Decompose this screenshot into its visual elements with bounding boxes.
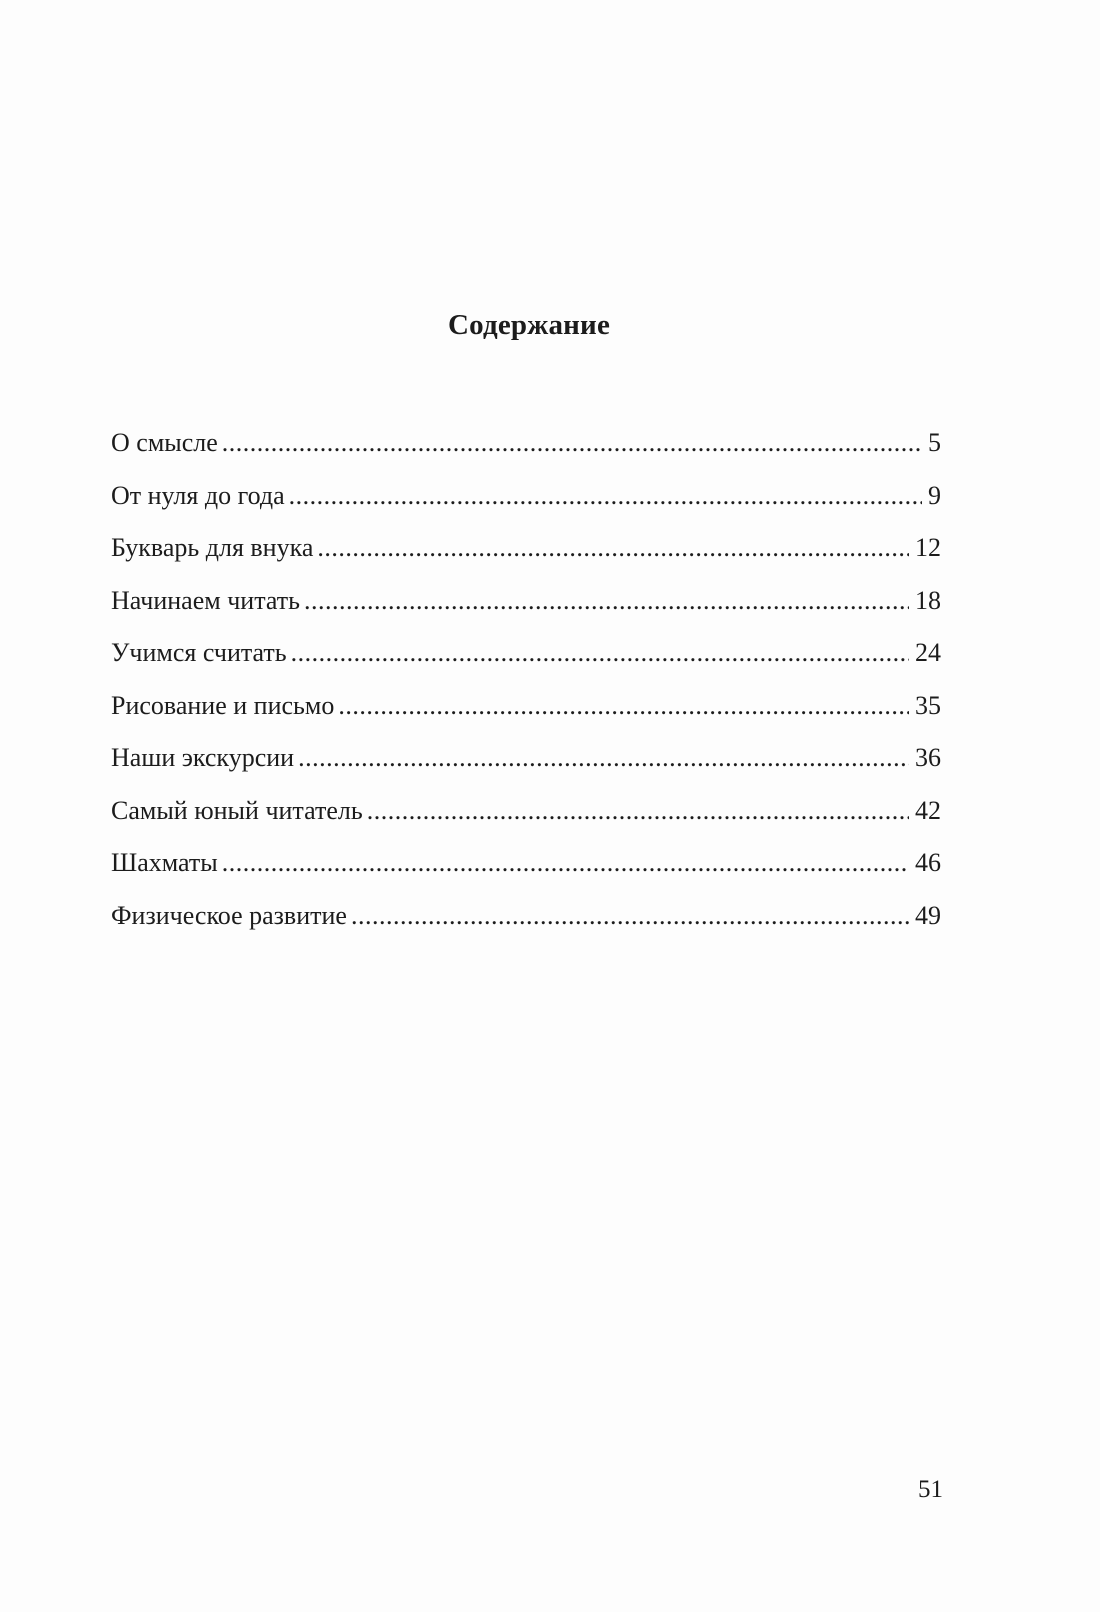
toc-entry-page: 18	[915, 585, 941, 615]
toc-entry-title: Шахматы	[111, 848, 218, 877]
table-of-contents	[111, 428, 941, 953]
toc-entry-page: 5	[928, 428, 941, 457]
toc-entry-page: 49	[915, 900, 941, 930]
toc-entry	[111, 691, 941, 744]
toc-entry-title: Наши экскурсии	[111, 743, 295, 772]
toc-entry-title: О смысле	[111, 428, 218, 457]
toc-dot-leader	[304, 586, 909, 616]
toc-entry-title: Рисование и письмо	[111, 690, 335, 720]
toc-entry	[111, 848, 941, 901]
toc-entry-page: 12	[915, 533, 941, 562]
page-number: 51	[918, 1476, 943, 1503]
toc-dot-leader	[291, 638, 909, 668]
toc-dot-leader	[367, 796, 909, 826]
toc-entry-page: 24	[915, 638, 941, 667]
toc-entry	[111, 901, 941, 954]
toc-entry	[111, 586, 941, 639]
toc-dot-leader	[298, 743, 909, 773]
toc-entry	[111, 638, 941, 691]
toc-entry-page: 35	[915, 690, 941, 720]
toc-dot-leader	[289, 481, 922, 511]
toc-dot-leader	[222, 848, 909, 878]
toc-entry-page: 46	[915, 848, 941, 877]
toc-entry-page: 36	[915, 743, 941, 772]
toc-entry	[111, 796, 941, 849]
toc-entry-page: 9	[928, 480, 941, 510]
toc-entry-title: От нуля до года	[111, 480, 285, 510]
toc-entry-title: Начинаем читать	[111, 585, 300, 615]
toc-entry-title: Учимся считать	[111, 638, 287, 667]
toc-entry	[111, 481, 941, 534]
toc-dot-leader	[351, 901, 909, 931]
page-title: Содержание	[447, 309, 611, 341]
toc-dot-leader	[317, 533, 909, 563]
toc-dot-leader	[338, 691, 909, 721]
toc-entry	[111, 428, 941, 481]
toc-entry-title: Физическое развитие	[111, 900, 347, 930]
toc-entry-page: 42	[915, 795, 941, 825]
toc-dot-leader	[222, 428, 922, 458]
toc-entry	[111, 533, 941, 586]
toc-entry	[111, 743, 941, 796]
toc-entry-title: Самый юный читатель	[111, 795, 363, 825]
toc-entry-title: Букварь для внука	[111, 533, 314, 562]
